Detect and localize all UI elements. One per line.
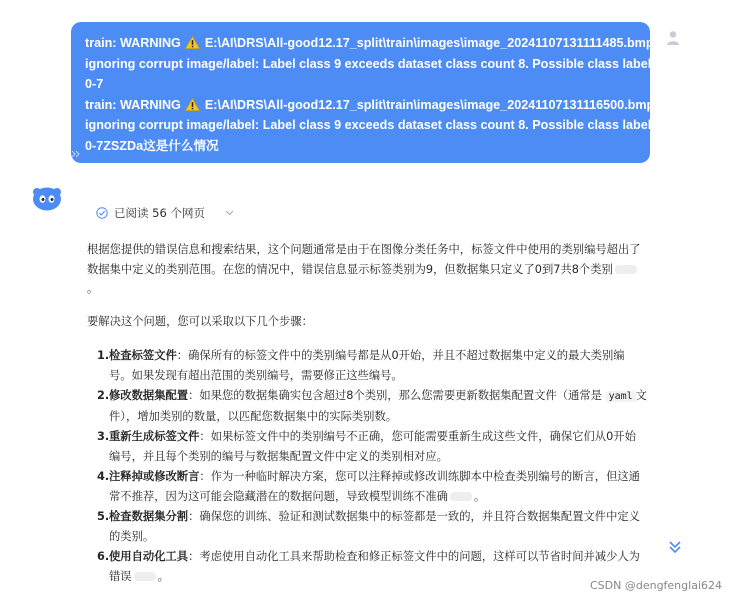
user-message-bubble <box>71 22 681 163</box>
user-avatar-icon <box>666 30 680 46</box>
steps-list <box>87 346 647 586</box>
step-title: 注释掉或修改断言 <box>109 470 200 483</box>
list-item: 5. 检查数据集分割：确保您的训练、验证和测试数据集中的标签都是一致的，并且符合数据集配置文件中定义的类别。 <box>97 510 640 543</box>
list-item: 3. 重新生成标签文件：如果标签文件中的类别编号不正确，您可能需要重新生成这些文件，确保它们从0开始编号，并且每个类别的编号与数据集配置文件中定义的类别相对应。 <box>97 430 636 463</box>
answer-lead: 要解决这个问题，您可以采取以下几个步骤： <box>87 314 313 328</box>
message-line: train: WARNING E:\AI\DRS\All-good12.17_split\train\images\image_20241107131111485.bmp: <box>85 36 658 50</box>
message-line: ignoring corrupt image/label: Label class 9 exceeds dataset class count 8. Possible class labels are <box>85 56 681 71</box>
list-item: 6. 使用自动化工具：考虑使用自动化工具来帮助检查和修正标签文件中的问题，这样可以节省时间并减少人为错误 。 <box>97 550 640 583</box>
step-title: 检查数据集分割 <box>109 510 189 523</box>
message-line: train: WARNING E:\AI\DRS\All-good12.17_split\train\images\image_20241107131116500.bmp: <box>85 97 659 112</box>
message-line: 0-7 <box>85 77 104 91</box>
assistant-answer <box>87 240 647 587</box>
warning-icon <box>185 98 200 111</box>
list-item: 1. 检查标签文件：确保所有的标签文件中的类别编号都是从0开始，并且不超过数据集中定义的最大类别编号。如果发现有超出范围的类别编号，需要修正这些编号。 <box>97 349 625 382</box>
check-icon <box>96 207 108 219</box>
citation-badge[interactable] <box>134 572 156 581</box>
message-line: ignoring corrupt image/label: Label class 9 exceeds dataset class count 8. Possible class labels are <box>85 118 681 132</box>
citation-badge[interactable] <box>615 265 637 274</box>
list-item: 2. 修改数据集配置：如果您的数据集确实包含超过8个类别，那么您需要更新数据集配置文件（通常是 yaml 文件），增加类别的数量，以匹配您数据集中的实际类别数。 <box>97 389 647 423</box>
step-title: 重新生成标签文件 <box>109 430 200 443</box>
sources-read-toggle[interactable] <box>96 204 234 222</box>
warning-icon <box>185 36 200 49</box>
message-line: 0-7ZSZDa这是什么情况 <box>85 138 219 153</box>
assistant-avatar-icon <box>32 185 62 211</box>
double-chevron-down-icon[interactable] <box>666 538 684 556</box>
step-title: 检查标签文件 <box>109 349 177 362</box>
bubble-tool-icons[interactable] <box>71 150 81 161</box>
watermark: CSDN @dengfenglai624 <box>589 579 722 592</box>
chevron-down-icon <box>225 210 234 216</box>
list-item: 4. 注释掉或修改断言：作为一种临时解决方案，您可以注释掉或修改训练脚本中检查类别编号的断言，但这通常不推荐，因为这可能会隐藏潜在的数据问题，导致模型训练不准确 。 <box>97 470 640 503</box>
copy-icon[interactable] <box>71 150 81 158</box>
sources-label: 已阅读 56 个网页 <box>114 206 205 220</box>
step-title: 使用自动化工具 <box>109 550 189 563</box>
citation-badge[interactable] <box>450 492 472 501</box>
inline-code: yaml <box>606 391 636 402</box>
step-title: 修改数据集配置 <box>109 389 189 402</box>
answer-intro: 根据您提供的错误信息和搜索结果，这个问题通常是由于在图像分类任务中，标签文件中使用的类别编号超出了数据集中定义的类别范围。在您的情况中，错误信息显示标签类别为9，但数据集只定义了0到7共8个类别。 <box>87 243 641 295</box>
